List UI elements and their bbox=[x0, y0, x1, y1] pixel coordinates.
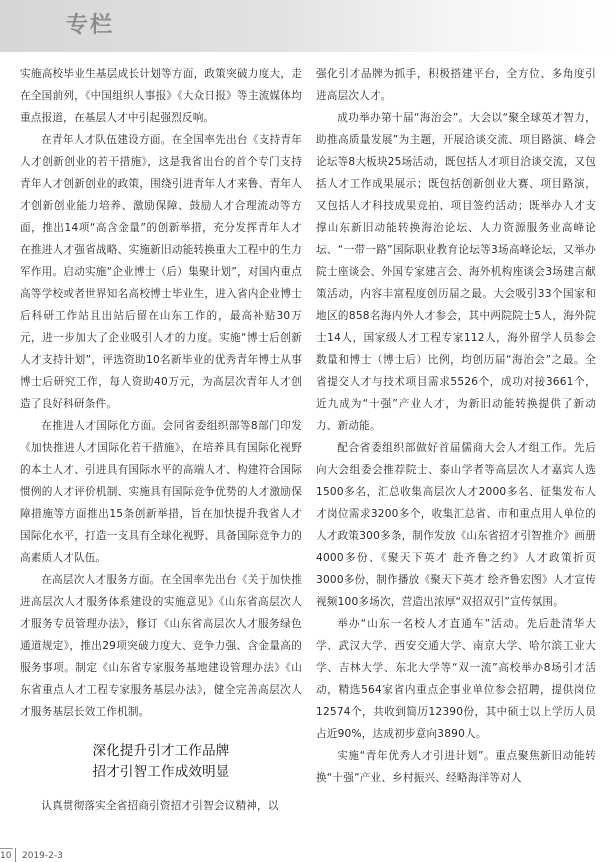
column-header-bar bbox=[0, 0, 615, 52]
paragraph: 实施“青年优秀人才引进计划”。重点聚焦新旧动能转换“十强”产业、乡村振兴、经略海洋等对人 bbox=[316, 750, 596, 784]
paragraph: 在推进人才国际化方面。会同省委组织部等8部门印发《加快推进人才国际化若干措施》，在培养具有国际化视野的本土人才、引进具有国际水平的高端人才、构建符合国际惯例的人才评价机制、实施具有国际竞争优势的人才激励保障措施等方面推出15条创新举措，旨在加快提升我省人才国际化水平，打造一支具有全球化视野、具备国际竞争力的高素质人才队伍。 bbox=[20, 420, 302, 564]
paragraph: 成功举办第十届“海治会”。大会以“聚全球英才智力，助推高质量发展”为主题，开展洽谈交流、项目路演、峰会论坛等8大板块25场活动，既包括人才项目洽谈交流，又包括人才工作成果展示；既包括创新创业大赛、项目路演，又包括人才科技成果竞拍、项目签约活动；既举办人才支撑山东新旧动能转换海治论坛、人力资源服务业高峰论坛、“一带一路”国际职业教育论坛等3场高峰论坛，又举办院士座谈会、外国专家建言会、海外机构座谈会3场建言献策活动，内容丰富程度创历届之最。大会吸引33个国家和地区的858名海内外人才参会，其中两院院士5人，海外院士14人，国家级人才工程专家112人，海外留学人员参会数量和博士（博士后）比例，均创历届“海治会”之最。全省提交人才与技术项目需求5526个，成功对接3661个，近九成为“十强”产业人才，为新旧动能转换提供了新动力、新动能。 bbox=[316, 112, 596, 432]
issue-date: 2019-2-3 bbox=[22, 851, 63, 861]
footer-rule bbox=[0, 848, 13, 849]
footer-separator bbox=[15, 848, 16, 862]
left-column bbox=[20, 63, 302, 817]
paragraph: 认真贯彻落实全省招商引资招才引智会议精神，以 bbox=[41, 800, 279, 812]
section-heading bbox=[20, 741, 302, 783]
section-heading-line-1: 深化提升引才工作品牌 bbox=[92, 743, 230, 759]
paragraph: 举办“山东一名校人才直通车”活动。先后赴清华大学、武汉大学、西安交通大学、南京大学、哈尔滨工业大学、吉林大学、东北大学等“双一流”高校举办8场引才活动，精选564家省内重点企事业单位参会招聘，提供岗位12574个，共收到简历12390份，其中硕士以上学历人员占近90%，达成初步意向3890人。 bbox=[316, 618, 596, 740]
paragraph: 强化引才品牌为抓手，积极搭建平台，全方位、多角度引进高层次人才。 bbox=[316, 68, 596, 102]
paragraph: 实施高校毕业生基层成长计划等方面，政策突破力度大，走在全国前列，《中国组织人事报》《大众日报》等主流媒体均重点报道，在基层人才中引起强烈反响。 bbox=[20, 68, 302, 124]
section-heading-line-2: 招才引智工作成效明显 bbox=[92, 764, 230, 780]
page-number: 10 bbox=[0, 851, 12, 861]
column-tag: 专栏 bbox=[66, 13, 115, 38]
right-column bbox=[316, 63, 596, 789]
paragraph: 在青年人才队伍建设方面。在全国率先出台《支持青年人才创新创业的若干措施》，这是我省出台的首个专门支持青年人才创新创业的政策，围绕引进青年人才来鲁、青年人才创新创业能力培养、激励保障、鼓励人才合理流动等方面，推出14项“高含金量”的创新举措，充分发挥青年人才在推进人才强省战略、实施新旧动能转换重大工程中的生力军作用。启动实施“企业博士（后）集聚计划”，对国内重点高等学校或者世界知名高校博士毕业生，进入省内企业博士后科研工作站且出站后留在山东工作的，最高补贴30万元，进一步加大了企业吸引人才的力度。实施“博士后创新人才支持计划”，评选资助10名新毕业的优秀青年博士从事博士后研究工作，每人资助40万元，为高层次青年人才创造了良好科研条件。 bbox=[20, 134, 302, 410]
paragraph: 在高层次人才服务方面。在全国率先出台《关于加快推进高层次人才服务体系建设的实施意见》《山东省高层次人才服务专员管理办法》，修订《山东省高层次人才服务绿色通道规定》，推出29项突破力度大、竞争力强、含金量高的服务事项。制定《山东省专家服务基地建设管理办法》《山东省重点人才工程专家服务基层办法》，健全完善高层次人才服务基层长效工作机制。 bbox=[20, 574, 302, 718]
paragraph: 配合省委组织部做好首届儒商大会人才组工作。先后向大会组委会推荐院士、泰山学者等高层次人才嘉宾人选1500多名，汇总收集高层次人才2000多名、征集发布人才岗位需求3200多个，收集汇总省、市和重点用人单位的人才政策300多条，制作发放《山东省招才引智推介》画册4000多份、《聚天下英才 赴齐鲁之约》人才政策折页3000多份，制作播放《聚天下英才 绘齐鲁宏图》人才宣传视频100多场次，营造出浓厚“双招双引”宣传氛围。 bbox=[316, 442, 596, 608]
